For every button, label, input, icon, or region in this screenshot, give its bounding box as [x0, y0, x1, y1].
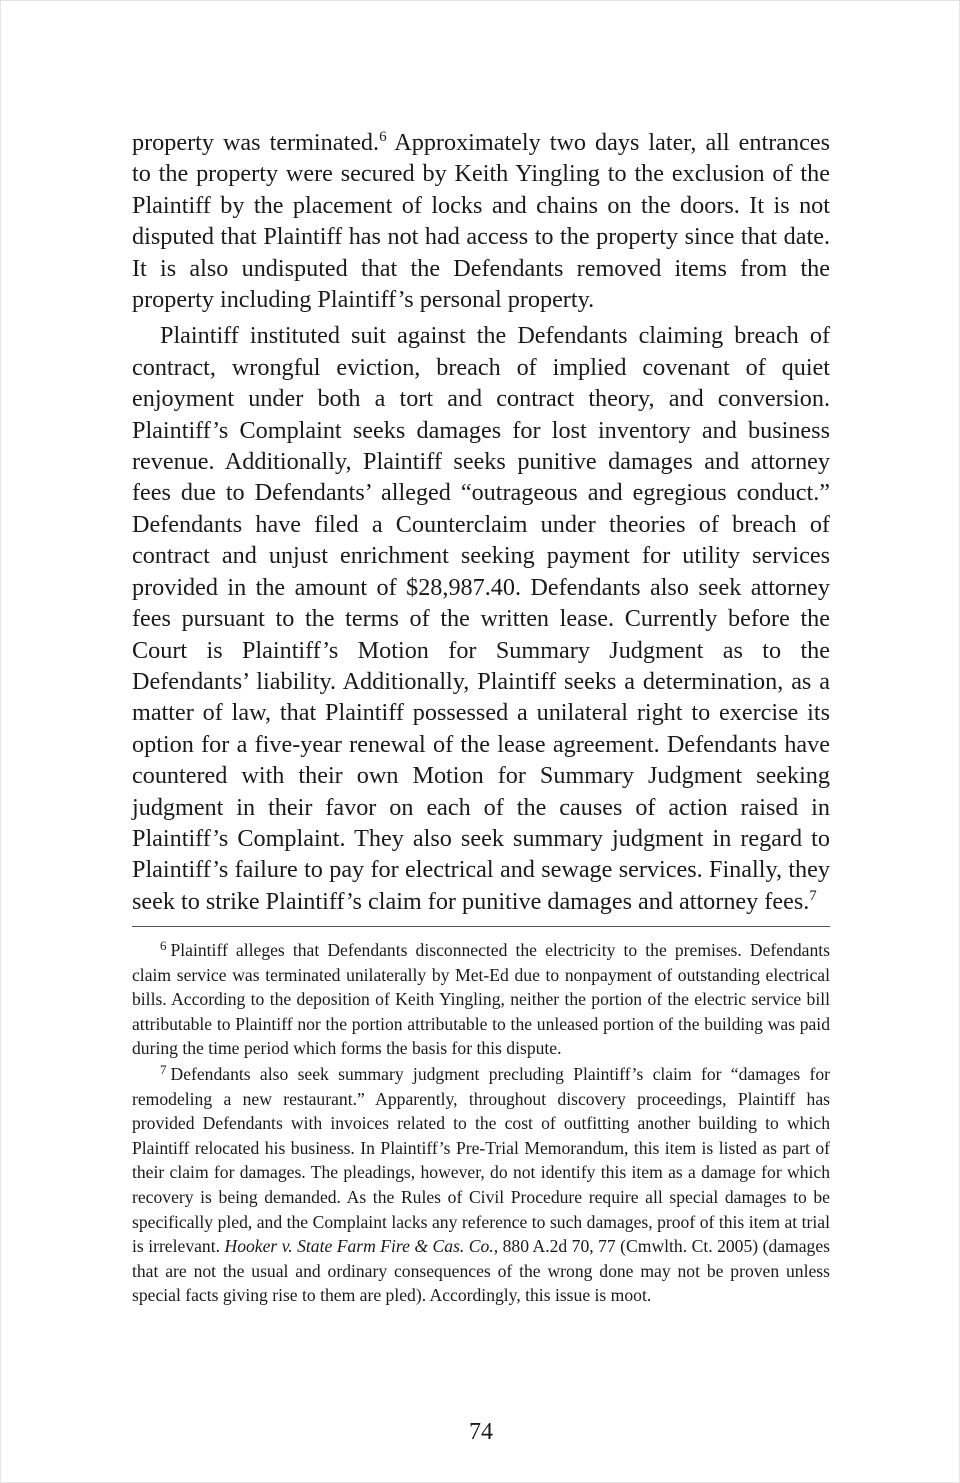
footnote-7-text-b: , 880 A.2d 70, 77 (Cmwlth. Ct. 2005) (damages that are not the usual and ordinary consequences of the wrong done may not be proven unless special facts giving rise to them are pled). Accordingly, this issue is moot.	[132, 1236, 831, 1306]
footnote-7-text-a: Defendants also seek summary judgment precluding Plaintiff’s claim for “damages for remodeling a new restaurant.” Apparently, throughout discovery proceedings, Plaintiff has provided Defendants with invoices related to the cost of outfitting another building to which Plaintiff relocated his business. In Plaintiff’s Pre-Trial Memorandum, this item is listed as part of their claim for damages. The pleadings, however, do not identify this item as a damage for which recovery is being demanded. As the Rules of Civil Procedure require all special damages to be specifically pled, and the Complaint lacks any reference to such damages, proof of this item at trial is irrelevant.	[132, 1063, 830, 1257]
paragraph-2-text: Plaintiff instituted suit against the Defendants claiming breach of contract, wrongful eviction, breach of implied covenant of quiet enjoyment under both a tort and contract theory, and conversion. Plaintiff’s Complaint seeks damages for lost inventory and business revenue. Additionally, Plaintiff seeks punitive damages and attorney fees due to Defendants’ alleged “outrageous and egregious conduct.” Defendants have filed a Counterclaim under theories of breach of contract and unjust enrichment seeking payment for utility services provided in the amount of $28,987.40. Defendants also seek attorney fees pursuant to the terms of the written lease. Currently before the Court is Plaintiff’s Motion for Summary Judgment as to the Defendants’ liability. Additionally, Plaintiff seeks a determination, as a matter of law, that Plaintiff possessed a unilateral right to exercise its option for a five-year renewal of the lease agreement. Defendants have countered with their own Motion for Summary Judgment seeking judgment in their favor on each of the causes of action raised in Plaintiff’s Complaint. They also seek summary judgment in regard to Plaintiff’s failure to pay for electrical and sewage services. Finally, they seek to strike Plaintiff’s claim for punitive damages and attorney fees.	[132, 322, 830, 915]
page-number: 74	[469, 1419, 493, 1445]
paragraph-1-text-b: Approximately two days later, all entrances to the property were secured by Keith Yingling to the exclusion of the Plaintiff by the placement of locks and chains on the doors. It is not disputed that Plaintiff has not had access to the property since that date. It is also undisputed that the Defendants removed items from the property including Plaintiff’s personal property.	[132, 129, 830, 314]
footnote-ref-6[interactable]: 6	[379, 129, 387, 145]
paragraph-2	[132, 320, 830, 917]
footnote-7-case-name: Hooker v. State Farm Fire & Cas. Co.	[224, 1236, 494, 1257]
footnote-7	[132, 1062, 830, 1308]
footnote-separator	[132, 926, 830, 927]
body-text	[132, 127, 830, 917]
paragraph-1	[132, 127, 830, 315]
footnote-6	[132, 938, 830, 1061]
footnote-ref-7[interactable]: 7	[809, 887, 817, 904]
footnotes	[132, 938, 830, 1308]
footnote-6-number: 6	[160, 938, 167, 953]
paragraph-1-text-a: property was terminated.	[132, 129, 380, 156]
footnote-6-text: Plaintiff alleges that Defendants disconnected the electricity to the premises. Defendants claim service was terminated unilaterally by Met-Ed due to nonpayment of outstanding electrical bills. According to the deposition of Keith Yingling, neither the portion of the electric service bill attributable to Plaintiff nor the portion attributable to the unleased portion of the building was paid during the time period which forms the basis for this dispute.	[132, 940, 830, 1059]
footnote-7-number: 7	[160, 1061, 167, 1077]
